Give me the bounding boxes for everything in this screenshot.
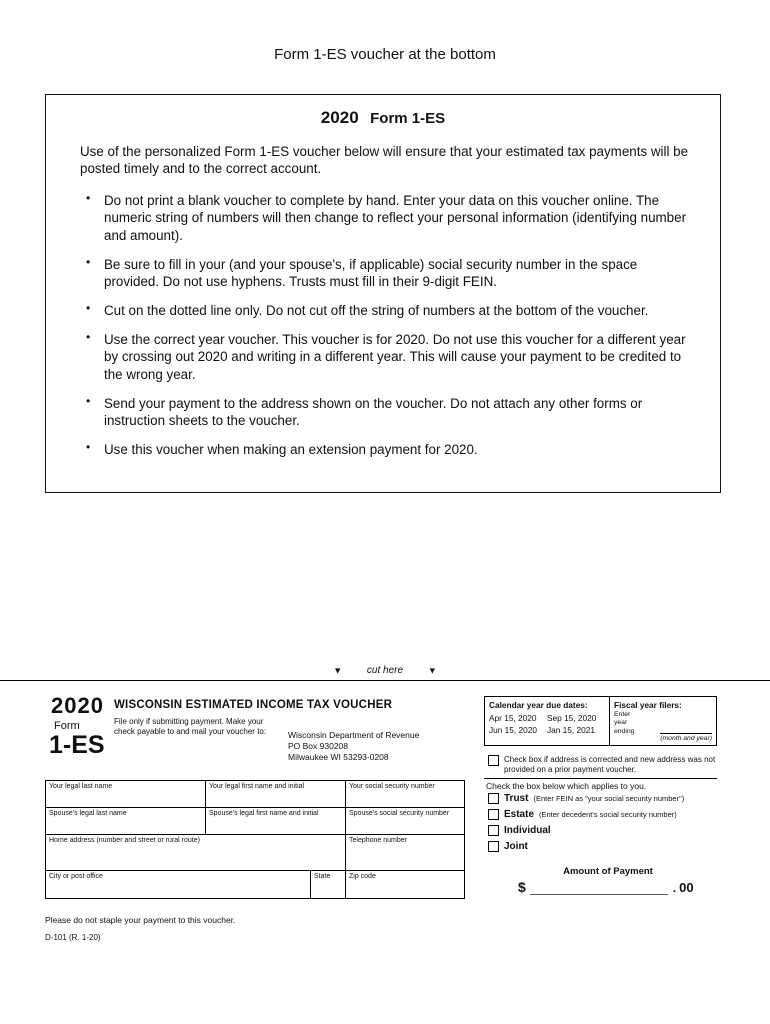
calendar-due-dates-title: Calendar year due dates:	[489, 700, 588, 710]
voucher-form-number: 1-ES	[49, 731, 105, 759]
voucher-form-word: Form	[54, 720, 80, 732]
taxpayer-type-checkbox-joint[interactable]	[488, 841, 499, 852]
field-label: City or post office	[49, 873, 103, 880]
fiscal-year-filers-title: Fiscal year filers:	[614, 700, 682, 710]
due-date: Sep 15, 2020	[547, 713, 597, 723]
taxpayer-type-checkbox-estate[interactable]	[488, 809, 499, 820]
taxpayer-type-row-individual	[488, 825, 684, 836]
mailing-address-line: Milwaukee WI 53293-0208	[288, 752, 389, 763]
amount-input-field[interactable]	[530, 879, 668, 895]
table-row	[46, 808, 464, 835]
voucher-year: 2020	[51, 693, 104, 718]
due-date-row	[489, 713, 605, 723]
divider	[484, 778, 717, 779]
taxpayer-type-note: (Enter FEIN as "your social security number")	[533, 794, 685, 803]
voucher-file-note: File only if submitting payment. Make your check payable to and mail your voucher to:	[114, 717, 267, 737]
fiscal-word: Enter	[614, 711, 631, 718]
bullet-item: • Use this voucher when making an extension payment for 2020.	[80, 441, 694, 458]
voucher-title: WISCONSIN ESTIMATED INCOME TAX VOUCHER	[114, 699, 393, 711]
cut-arrow-icon: ▼	[333, 665, 343, 676]
instructions-title-form: Form 1-ES	[370, 110, 446, 127]
cut-here-row	[0, 665, 770, 676]
field-label: Telephone number	[349, 837, 407, 844]
field-label: State	[314, 873, 331, 880]
first-name-field[interactable]	[206, 781, 346, 807]
field-label: Home address (number and street or rural route)	[49, 837, 200, 844]
state-field[interactable]	[311, 871, 346, 898]
bullet-item: • Do not print a blank voucher to complete by hand. Enter your data on this voucher online. The numeric string of numbers will then change to reflect your personal information (identifying number and amount).	[80, 192, 694, 243]
table-row	[46, 781, 464, 808]
taxpayer-type-row-trust	[488, 793, 684, 804]
taxpayer-type-label: Individual	[504, 825, 551, 836]
instructions-title-year: 2020	[320, 108, 359, 127]
fiscal-word: ending	[614, 727, 635, 735]
ssn-field[interactable]	[346, 781, 464, 807]
last-name-field[interactable]	[46, 781, 206, 807]
table-row	[46, 871, 464, 898]
instructions-bullet-list	[80, 192, 694, 458]
mailing-address-line: Wisconsin Department of Revenue	[288, 730, 420, 740]
due-date: Jun 15, 2020	[489, 725, 537, 735]
due-date: Apr 15, 2020	[489, 713, 537, 723]
taxpayer-type-row-estate	[488, 809, 684, 820]
field-label: Spouse's social security number	[349, 810, 450, 817]
address-correction-row	[488, 755, 720, 775]
taxpayer-info-table	[45, 780, 465, 899]
taxpayer-type-label: Trust	[504, 793, 529, 804]
field-label: Your social security number	[349, 783, 435, 790]
table-row	[46, 835, 464, 871]
amount-of-payment-label: Amount of Payment	[563, 866, 653, 877]
spouse-first-name-field[interactable]	[206, 808, 346, 834]
address-correction-checkbox[interactable]	[488, 755, 499, 766]
field-label: Zip code	[349, 873, 376, 880]
amount-of-payment-row	[518, 879, 694, 895]
calendar-due-dates	[485, 697, 609, 745]
cut-here-label: cut here	[366, 665, 404, 676]
taxpayer-type-note: (Enter decedent's social security number)	[539, 810, 677, 819]
taxpayer-type-label: Joint	[504, 841, 528, 852]
spouse-ssn-field[interactable]	[346, 808, 464, 834]
taxpayer-type-row-joint	[488, 841, 684, 852]
taxpayer-type-list	[488, 793, 684, 857]
bullet-item: • Be sure to fill in your (and your spouse's, if applicable) social security number in the space provided. Do not use hyphens. Trusts must fill in their 9-digit FEIN.	[80, 256, 694, 290]
page-header-note: Form 1-ES voucher at the bottom	[274, 46, 496, 63]
due-date: Jan 15, 2021	[547, 725, 595, 735]
mailing-address	[288, 730, 419, 763]
form-id: D-101 (R. 1-20)	[45, 933, 101, 942]
cut-line	[0, 680, 770, 681]
applies-note: Check the box below which applies to you.	[486, 781, 647, 791]
taxpayer-type-checkbox-trust[interactable]	[488, 793, 499, 804]
mailing-address-line: PO Box 930208	[288, 741, 349, 752]
staple-note: Please do not staple your payment to this voucher.	[45, 915, 236, 925]
instructions-intro: Use of the personalized Form 1-ES voucher below will ensure that your estimated tax payments will be posted timely and to the correct account.	[80, 144, 689, 177]
taxpayer-type-label: Estate	[504, 809, 535, 820]
telephone-field[interactable]	[346, 835, 464, 870]
field-label: Spouse's legal last name	[49, 810, 127, 817]
dollar-sign: $	[518, 879, 526, 895]
cut-arrow-icon: ▼	[427, 665, 437, 676]
amount-cents: 00	[679, 880, 694, 895]
fiscal-year-filers	[609, 697, 716, 745]
bullet-item: • Use the correct year voucher. This voucher is for 2020. Do not use this voucher for a different year by crossing out 2020 and writing in a different year. This will cause your payment to be credited to the wrong year.	[80, 331, 694, 382]
bullet-item: • Send your payment to the address shown on the voucher. Do not attach any other forms or instruction sheets to the voucher.	[80, 395, 694, 429]
bullet-item: • Cut on the dotted line only. Do not cut off the string of numbers at the bottom of the voucher.	[80, 302, 694, 319]
field-label: Your legal first name and initial	[209, 783, 305, 790]
address-correction-label: Check box if address is corrected and new address was not provided on a prior payment voucher.	[504, 755, 716, 774]
due-date-row	[489, 725, 605, 735]
spouse-last-name-field[interactable]	[46, 808, 206, 834]
instructions-box	[45, 94, 721, 493]
fiscal-word: year	[614, 719, 628, 727]
home-address-field[interactable]	[46, 835, 346, 870]
field-label: Spouse's legal first name and initial	[209, 810, 319, 817]
amount-decimal-point: .	[672, 881, 677, 895]
due-dates-box	[484, 696, 717, 746]
taxpayer-type-checkbox-individual[interactable]	[488, 825, 499, 836]
instructions-title	[46, 108, 720, 128]
fiscal-year-ending-field[interactable]: (month and year)	[660, 735, 712, 742]
city-field[interactable]	[46, 871, 311, 898]
field-label: Your legal last name	[49, 783, 113, 790]
zip-field[interactable]	[346, 871, 464, 898]
